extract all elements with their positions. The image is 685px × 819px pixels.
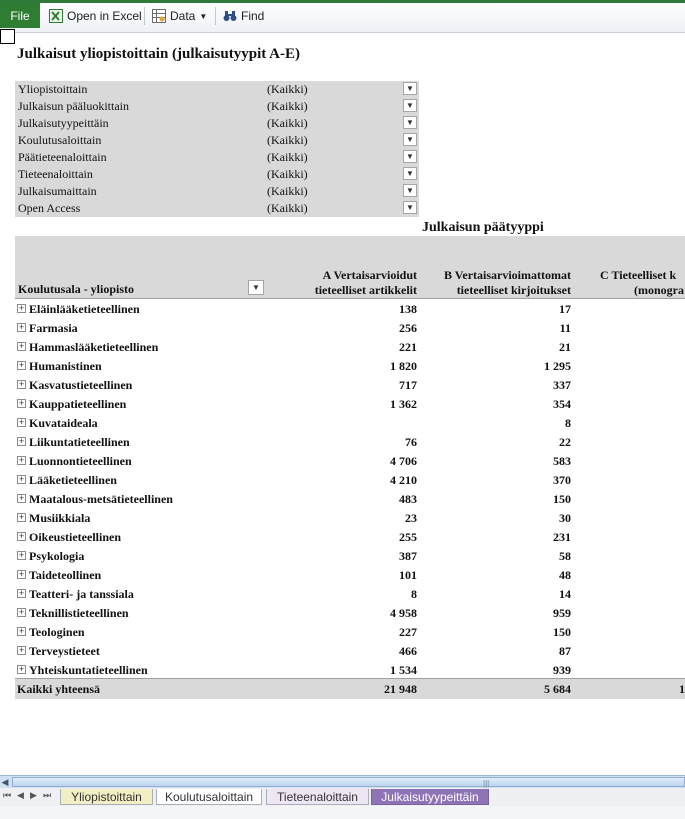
filter-row bbox=[15, 149, 419, 166]
table-row bbox=[15, 414, 685, 433]
filter-label: Tieteenaloittain bbox=[18, 167, 93, 181]
table-row bbox=[15, 585, 685, 604]
value-a: 1 820 bbox=[390, 359, 417, 373]
chevron-down-icon: ▼ bbox=[406, 135, 414, 144]
column-header-c bbox=[600, 268, 684, 298]
filter-label: Julkaisumaittain bbox=[18, 184, 97, 198]
expand-icon[interactable]: + bbox=[18, 607, 25, 617]
row-label: Humanistinen bbox=[29, 359, 102, 373]
table-row bbox=[15, 338, 685, 357]
filter-dropdown[interactable] bbox=[403, 133, 417, 146]
value-b: 30 bbox=[559, 511, 571, 525]
value-a: 221 bbox=[399, 340, 417, 354]
row-label: Teatteri- ja tanssiala bbox=[29, 587, 134, 601]
first-sheet-icon[interactable]: ⏮ bbox=[3, 790, 12, 800]
filter-value: (Kaikki) bbox=[267, 99, 308, 113]
filter-row bbox=[15, 115, 419, 132]
total-value-a: 21 948 bbox=[384, 682, 417, 696]
value-a: 76 bbox=[405, 435, 417, 449]
value-a: 256 bbox=[399, 321, 417, 335]
chevron-down-icon: ▼ bbox=[406, 169, 414, 178]
value-a: 1 534 bbox=[390, 663, 417, 677]
data-icon bbox=[152, 9, 166, 23]
toolbar-separator bbox=[215, 7, 216, 25]
table-row bbox=[15, 509, 685, 528]
selected-cell[interactable] bbox=[0, 29, 15, 44]
value-b: 150 bbox=[553, 492, 571, 506]
report-title: Julkaisut yliopistoittain (julkaisutyypit A-E) bbox=[17, 46, 300, 62]
value-a: 227 bbox=[399, 625, 417, 639]
row-label: Teologinen bbox=[29, 625, 85, 639]
value-a: 138 bbox=[399, 302, 417, 316]
value-b: 337 bbox=[553, 378, 571, 392]
expand-icon[interactable]: + bbox=[18, 588, 25, 598]
filter-row bbox=[15, 166, 419, 183]
expand-icon[interactable]: + bbox=[18, 645, 25, 655]
value-b: 22 bbox=[559, 435, 571, 449]
row-label: Kuvataideala bbox=[29, 416, 98, 430]
filter-label: Yliopistoittain bbox=[18, 82, 88, 96]
chevron-down-icon: ▼ bbox=[406, 118, 414, 127]
title-accent-bar bbox=[0, 0, 685, 3]
filter-value: (Kaikki) bbox=[267, 133, 308, 147]
filter-row bbox=[15, 132, 419, 149]
expand-icon[interactable]: + bbox=[18, 360, 25, 370]
filter-value: (Kaikki) bbox=[267, 116, 308, 130]
value-b: 14 bbox=[559, 587, 571, 601]
filter-dropdown[interactable] bbox=[403, 116, 417, 129]
scroll-left-icon[interactable]: ◀ bbox=[1, 777, 9, 787]
last-sheet-icon[interactable]: ⏭ bbox=[43, 790, 52, 800]
value-b: 21 bbox=[559, 340, 571, 354]
value-a: 8 bbox=[411, 587, 417, 601]
row-label: Lääketieteellinen bbox=[29, 473, 117, 487]
value-b: 1 295 bbox=[544, 359, 571, 373]
value-b: 87 bbox=[559, 644, 571, 658]
value-b: 959 bbox=[553, 606, 571, 620]
filter-value: (Kaikki) bbox=[267, 184, 308, 198]
filter-value: (Kaikki) bbox=[267, 150, 308, 164]
value-b: 939 bbox=[553, 663, 571, 677]
row-label: Hammaslääketieteellinen bbox=[29, 340, 159, 354]
value-a: 387 bbox=[399, 549, 417, 563]
table-row bbox=[15, 357, 685, 376]
value-a: 4 210 bbox=[390, 473, 417, 487]
value-b: 150 bbox=[553, 625, 571, 639]
chevron-down-icon: ▼ bbox=[406, 152, 414, 161]
table-row bbox=[15, 490, 685, 509]
table-row bbox=[15, 566, 685, 585]
column-header-b-line2: tieteelliset kirjoitukset bbox=[456, 283, 571, 297]
pivot-filter-area bbox=[15, 81, 419, 217]
expand-icon[interactable]: + bbox=[18, 436, 25, 446]
filter-dropdown[interactable] bbox=[403, 167, 417, 180]
value-a: 466 bbox=[399, 644, 417, 658]
filter-dropdown[interactable] bbox=[403, 201, 417, 214]
row-label: Maatalous-metsätieteellinen bbox=[29, 492, 173, 506]
expand-icon[interactable]: + bbox=[18, 341, 25, 351]
expand-icon[interactable]: + bbox=[18, 303, 25, 313]
filter-row bbox=[15, 98, 419, 115]
status-strip bbox=[0, 806, 685, 819]
value-b: 48 bbox=[559, 568, 571, 582]
filter-value: (Kaikki) bbox=[267, 82, 308, 96]
filter-label: Julkaisun pääluokittain bbox=[18, 99, 129, 113]
value-a: 717 bbox=[399, 378, 417, 392]
data-menu-button[interactable] bbox=[152, 7, 207, 25]
row-label: Taideteollinen bbox=[29, 568, 102, 582]
horizontal-scrollbar[interactable] bbox=[0, 775, 685, 788]
table-row bbox=[15, 376, 685, 395]
open-in-excel-button[interactable] bbox=[49, 7, 142, 25]
file-button[interactable]: File bbox=[0, 3, 40, 28]
prev-sheet-icon[interactable]: ◀ bbox=[17, 790, 24, 800]
row-label: Kasvatustieteellinen bbox=[29, 378, 133, 392]
column-header-a bbox=[315, 268, 417, 298]
expand-icon[interactable]: + bbox=[18, 531, 25, 541]
chevron-down-icon: ▼ bbox=[406, 186, 414, 195]
filter-row bbox=[15, 183, 419, 200]
open-in-excel-label: Open in Excel bbox=[67, 9, 142, 23]
row-label: Teknillistieteellinen bbox=[29, 606, 129, 620]
toolbar-separator bbox=[144, 7, 145, 25]
column-field-label: Julkaisun päätyyppi bbox=[422, 220, 544, 235]
table-row bbox=[15, 642, 685, 661]
value-b: 58 bbox=[559, 549, 571, 563]
value-a: 1 362 bbox=[390, 397, 417, 411]
expand-icon[interactable]: + bbox=[18, 569, 25, 579]
chevron-down-icon: ▼ bbox=[406, 84, 414, 93]
filter-label: Open Access bbox=[18, 201, 81, 215]
table-row bbox=[15, 395, 685, 414]
table-row bbox=[15, 319, 685, 338]
expand-icon[interactable]: + bbox=[18, 626, 25, 636]
find-button[interactable] bbox=[223, 7, 264, 25]
row-field-dropdown[interactable] bbox=[248, 280, 264, 295]
sheet-tab-bar bbox=[0, 788, 685, 807]
row-label: Psykologia bbox=[29, 549, 85, 563]
table-row bbox=[15, 452, 685, 471]
column-header-c-line1: C Tieteelliset k bbox=[600, 268, 677, 282]
filter-label: Julkaisutyypeittäin bbox=[18, 116, 109, 130]
binoculars-icon bbox=[223, 9, 237, 23]
column-header-b bbox=[444, 268, 571, 298]
scrollbar-thumb[interactable] bbox=[12, 777, 685, 787]
column-header-a-line1: A Vertaisarvioidut bbox=[322, 268, 417, 282]
filter-dropdown[interactable] bbox=[403, 150, 417, 163]
tab-yliopistoittain[interactable]: Yliopistoittain bbox=[60, 789, 153, 805]
filter-value: (Kaikki) bbox=[267, 201, 308, 215]
grip-icon: ||| bbox=[483, 779, 490, 788]
row-field-label: Koulutusala - yliopisto bbox=[18, 282, 135, 296]
column-header-b-line1: B Vertaisarvioimattomat bbox=[444, 268, 571, 282]
table-row bbox=[15, 547, 685, 566]
row-label: Luonnontieteellinen bbox=[29, 454, 132, 468]
data-menu-label: Data bbox=[170, 9, 196, 23]
row-label: Musiikkiala bbox=[29, 511, 91, 525]
expand-icon[interactable]: + bbox=[18, 417, 25, 427]
expand-icon[interactable]: + bbox=[18, 664, 25, 674]
row-label: Liikuntatieteellinen bbox=[29, 435, 130, 449]
pivot-column-header bbox=[15, 236, 685, 298]
value-b: 354 bbox=[553, 397, 571, 411]
ribbon-toolbar bbox=[0, 0, 685, 33]
tab-julkaisutyypeittain[interactable]: Julkaisutyypeittäin bbox=[371, 789, 489, 805]
filter-row bbox=[15, 81, 419, 98]
excel-icon bbox=[49, 9, 63, 23]
value-a: 483 bbox=[399, 492, 417, 506]
filter-dropdown[interactable] bbox=[403, 99, 417, 112]
row-label: Kauppatieteellinen bbox=[29, 397, 127, 411]
filter-dropdown[interactable] bbox=[403, 184, 417, 197]
value-b: 8 bbox=[565, 416, 571, 430]
value-b: 17 bbox=[559, 302, 571, 316]
filter-dropdown[interactable] bbox=[403, 82, 417, 95]
filter-row bbox=[15, 200, 419, 217]
value-b: 11 bbox=[559, 321, 571, 335]
tab-koulutusaloittain[interactable]: Koulutusaloittain bbox=[156, 789, 262, 805]
expand-icon[interactable]: + bbox=[18, 493, 25, 503]
value-a: 4 958 bbox=[390, 606, 417, 620]
table-row bbox=[15, 623, 685, 642]
table-row bbox=[15, 604, 685, 623]
next-sheet-icon[interactable]: ▶ bbox=[30, 790, 37, 800]
value-a: 101 bbox=[399, 568, 417, 582]
value-b: 231 bbox=[553, 530, 571, 544]
chevron-down-icon: ▼ bbox=[406, 101, 414, 110]
tab-tieteenaloittain[interactable]: Tieteenaloittain bbox=[266, 789, 369, 805]
value-b: 370 bbox=[553, 473, 571, 487]
value-b: 583 bbox=[553, 454, 571, 468]
find-label: Find bbox=[241, 9, 265, 23]
row-label: Farmasia bbox=[29, 321, 78, 335]
column-header-c-line2: (monogra bbox=[634, 283, 684, 297]
row-label: Eläinlääketieteellinen bbox=[29, 302, 140, 316]
filter-label: Koulutusaloittain bbox=[18, 133, 102, 147]
grand-total-row bbox=[15, 678, 685, 699]
chevron-down-icon: ▼ bbox=[406, 203, 414, 212]
expand-icon[interactable]: + bbox=[18, 550, 25, 560]
row-label: Oikeustieteellinen bbox=[29, 530, 121, 544]
column-header-a-line2: tieteelliset artikkelit bbox=[314, 283, 417, 297]
expand-icon[interactable]: + bbox=[18, 455, 25, 465]
table-row bbox=[15, 471, 685, 490]
table-row bbox=[15, 528, 685, 547]
header-divider bbox=[15, 298, 685, 299]
table-row bbox=[15, 433, 685, 452]
expand-icon[interactable]: + bbox=[18, 322, 25, 332]
total-value-c: 1 bbox=[679, 682, 685, 696]
value-a: 23 bbox=[405, 511, 417, 525]
total-value-b: 5 684 bbox=[544, 682, 571, 696]
filter-label: Päätieteenaloittain bbox=[18, 150, 107, 164]
chevron-down-icon: ▼ bbox=[252, 283, 260, 292]
chevron-down-icon: ▼ bbox=[199, 11, 208, 21]
expand-icon[interactable]: + bbox=[18, 379, 25, 389]
value-a: 4 706 bbox=[390, 454, 417, 468]
expand-icon[interactable]: + bbox=[18, 398, 25, 408]
expand-icon[interactable]: + bbox=[18, 512, 25, 522]
value-a: 255 bbox=[399, 530, 417, 544]
total-label: Kaikki yhteensä bbox=[17, 682, 101, 696]
expand-icon[interactable]: + bbox=[18, 474, 25, 484]
row-label: Terveystieteet bbox=[29, 644, 100, 658]
row-label: Yhteiskuntatieteellinen bbox=[29, 663, 148, 677]
filter-value: (Kaikki) bbox=[267, 167, 308, 181]
table-row bbox=[15, 300, 685, 319]
